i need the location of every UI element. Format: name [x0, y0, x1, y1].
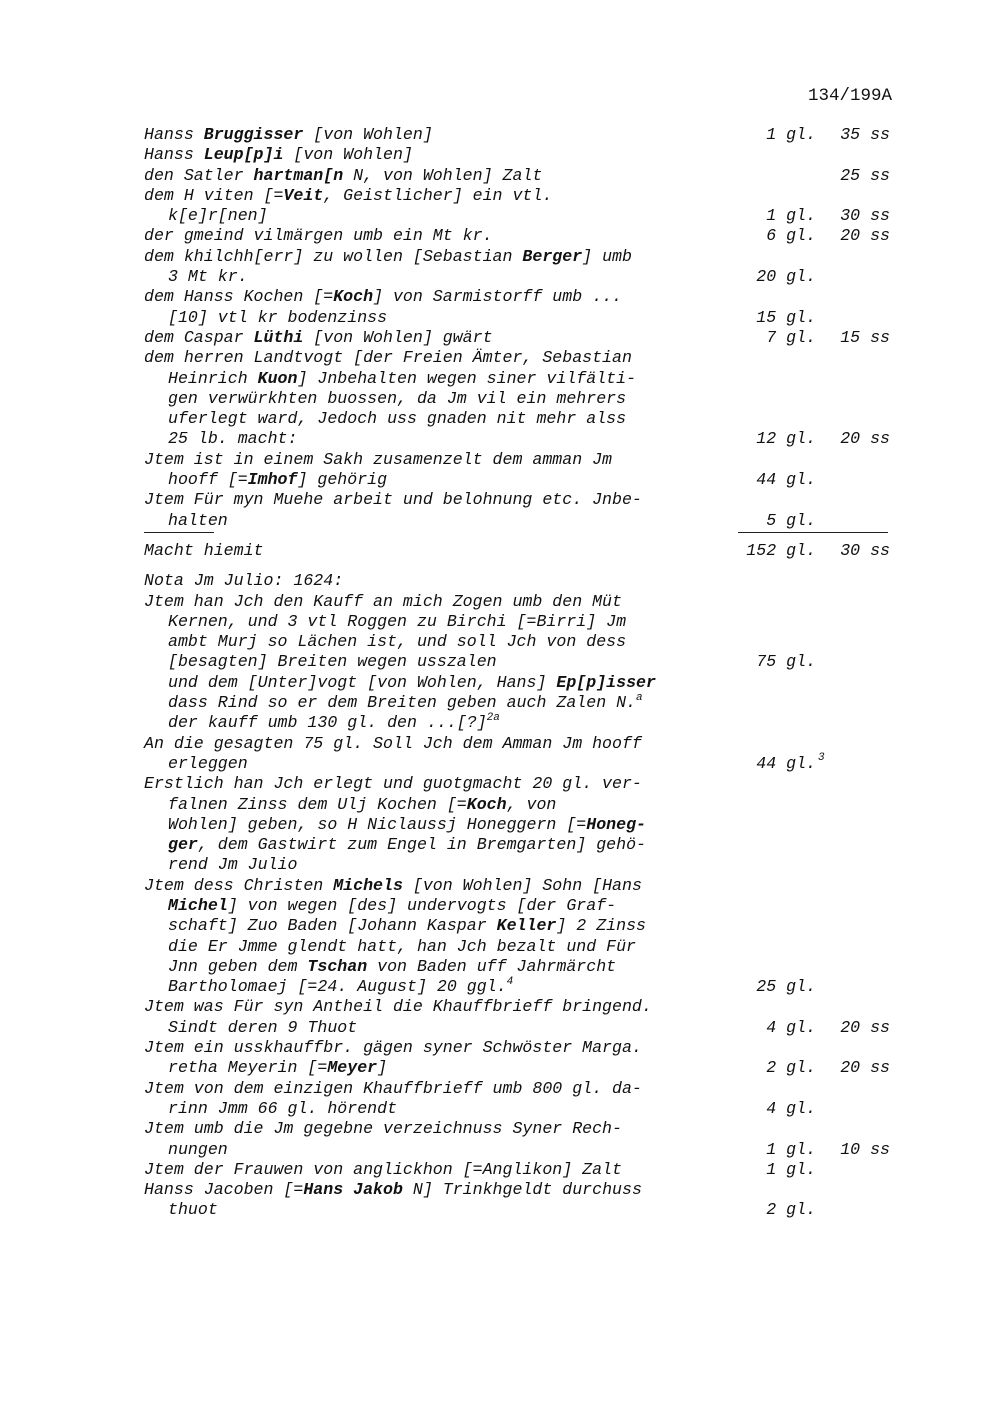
text-segment: dem Hanss Kochen [= — [144, 287, 334, 307]
text-segment: thuot — [168, 1200, 218, 1220]
text-segment: Hanss — [144, 125, 204, 144]
text-segment: [von Wohlen] gwärt — [303, 327, 493, 347]
text-segment: 25 lb. macht: — [168, 429, 298, 449]
text-segment: Jtem dess Christen — [144, 875, 334, 895]
entry-text — [144, 247, 632, 267]
entry-text — [168, 206, 268, 226]
amount-schilling: 20 ss — [840, 1017, 890, 1037]
text-segment: Hanss — [144, 145, 204, 165]
entry-text — [168, 754, 248, 774]
entry-text — [144, 1119, 622, 1139]
entry-line — [0, 1160, 1000, 1180]
entry-line — [0, 1058, 1000, 1078]
text-segment: schaft] Zuo Baden [Johann Kaspar — [168, 916, 497, 936]
text-segment: [von Wohlen] — [283, 145, 413, 165]
text-segment: ] von Sarmistorff umb ... — [373, 287, 622, 307]
text-segment: von Baden uff Jahrmärcht — [367, 956, 617, 976]
text-segment: Jtem ein usskhauffbr. gägen syner Schwöster Marga. — [144, 1038, 642, 1058]
entry-text — [168, 977, 513, 997]
entry-line — [0, 247, 1000, 267]
entry-text — [168, 1140, 228, 1160]
entry-line — [0, 166, 1000, 186]
name-highlight: Michels — [333, 875, 403, 895]
ledger-entry — [0, 226, 1000, 246]
amount-gulden — [738, 308, 816, 328]
sum-rule-right — [738, 532, 888, 533]
entry-text — [144, 1180, 642, 1200]
ledger-entry — [0, 1160, 1000, 1180]
entry-line — [0, 369, 1000, 389]
name-highlight: Ep[p]isser — [556, 672, 656, 692]
entry-line — [0, 751, 1000, 774]
ledger-entry — [0, 166, 1000, 186]
text-segment: rend Jm Julio — [168, 855, 298, 875]
amount-gulden-value: 12 gl. — [756, 429, 816, 449]
entry-line — [0, 957, 1000, 977]
ledger-entry — [0, 328, 1000, 348]
ledger-entry — [0, 1079, 1000, 1120]
entry-line — [0, 937, 1000, 957]
text-segment: N, von Wohlen] Zalt — [343, 165, 543, 185]
entry-line — [0, 734, 1000, 754]
text-segment: ] von wegen [des] undervogts [der Graf- — [227, 895, 617, 915]
entry-text — [168, 1018, 357, 1038]
text-segment: erleggen — [168, 753, 248, 773]
entry-text — [168, 1058, 387, 1078]
name-highlight: Koch — [333, 287, 374, 307]
name-highlight: Tschan — [307, 956, 368, 976]
entry-text — [168, 835, 646, 855]
name-highlight: hartman[n — [253, 165, 344, 185]
entry-text — [144, 774, 642, 794]
text-segment: [von Wohlen] — [303, 125, 433, 144]
amount-gulden-value: 2 gl. — [766, 1058, 816, 1078]
entry-line — [0, 1099, 1000, 1119]
entry-text — [168, 937, 636, 957]
entry-line — [0, 1038, 1000, 1058]
amount-schilling: 20 ss — [840, 226, 890, 246]
text-segment: Heinrich — [168, 368, 258, 388]
amount-gulden-value: 4 gl. — [766, 1098, 816, 1118]
text-segment: ] 2 Zinss — [556, 916, 646, 936]
entry-text — [168, 1099, 397, 1119]
amount-gulden-value: 1 gl. — [766, 125, 816, 144]
amount-schilling: 25 ss — [840, 165, 890, 185]
text-segment: dem Caspar — [144, 327, 254, 347]
text-segment: halten — [168, 510, 228, 530]
ledger-entry — [0, 490, 1000, 531]
text-segment: falnen Zinss dem Ulj Kochen [= — [168, 794, 467, 814]
amount-gulden — [738, 328, 816, 348]
amount-gulden — [738, 1160, 816, 1180]
entry-line — [0, 997, 1000, 1017]
amount-schilling: 20 ss — [840, 429, 890, 449]
text-segment: ] umb — [582, 246, 632, 266]
amount-gulden-value: 15 gl. — [756, 307, 816, 327]
ledger-entry — [0, 774, 1000, 875]
entry-line — [0, 571, 1000, 591]
entry-line — [0, 652, 1000, 672]
amount-gulden-value: 1 gl. — [766, 1139, 816, 1159]
section-gap — [0, 561, 1000, 571]
text-segment: , von — [506, 794, 557, 814]
ledger-entry — [0, 287, 1000, 328]
entry-text — [144, 450, 612, 470]
amount-gulden-value: 7 gl. — [766, 327, 816, 347]
entry-line — [0, 1200, 1000, 1220]
entry-line — [0, 145, 1000, 165]
text-segment: Jtem umb die Jm gegebne verzeichnuss Syner Rech- — [144, 1119, 622, 1139]
entry-line — [0, 125, 1000, 145]
name-highlight: Veit — [283, 185, 324, 205]
entry-line — [0, 308, 1000, 328]
text-segment: Jtem han Jch den Kauff an mich Zogen umb den Müt — [144, 591, 622, 611]
entry-text — [168, 855, 297, 875]
text-segment: [von Wohlen] Sohn [Hans — [402, 875, 642, 895]
entry-text — [144, 734, 642, 754]
text-segment: dem khilchh[err] zu wollen [Sebastian — [144, 246, 523, 266]
entry-text — [168, 896, 616, 916]
text-segment: hooff [= — [168, 470, 248, 490]
text-segment: nungen — [168, 1139, 228, 1159]
entry-text — [144, 287, 622, 307]
entry-text — [144, 226, 493, 246]
page-number: 134/199A — [808, 86, 893, 106]
amount-gulden — [738, 125, 816, 145]
ledger-entry — [0, 186, 1000, 227]
entry-text — [168, 511, 228, 531]
name-highlight: ger — [168, 835, 198, 855]
entry-line — [0, 835, 1000, 855]
amount-gulden — [738, 541, 816, 561]
entry-text — [168, 470, 387, 490]
entry-text — [168, 429, 297, 449]
entry-line — [0, 1119, 1000, 1139]
ledger-entry — [0, 125, 1000, 145]
ledger-entry — [0, 571, 1000, 591]
amount-gulden — [738, 1200, 816, 1220]
entry-line — [0, 328, 1000, 348]
text-segment: Jtem der Frauwen von anglickhon [=Anglikon] Zalt — [144, 1159, 622, 1179]
entry-text — [144, 1038, 642, 1058]
text-segment: Nota Jm Julio: 1624: — [144, 571, 344, 591]
text-segment: ] Jnbehalten wegen siner vilfälti- — [297, 368, 637, 388]
ledger-entries — [0, 125, 1000, 1221]
entry-text — [144, 592, 622, 612]
amount-gulden-value: 44 gl. — [756, 470, 816, 490]
amount-gulden-value: 2 gl. — [766, 1200, 816, 1220]
entry-text — [168, 1200, 218, 1220]
entry-line — [0, 186, 1000, 206]
amount-gulden-value: 152 gl. — [746, 540, 816, 560]
entry-line — [0, 673, 1000, 693]
entry-text — [168, 308, 387, 328]
amount-gulden — [738, 511, 816, 531]
ledger-entry — [0, 876, 1000, 998]
entry-text — [144, 1079, 642, 1099]
amount-schilling: 35 ss — [840, 125, 890, 144]
entry-text — [168, 612, 626, 632]
entry-text — [144, 328, 493, 348]
ledger-entry — [0, 450, 1000, 491]
text-segment: Jtem Für myn Muehe arbeit und belohnung etc. Jnbe- — [144, 490, 642, 510]
amount-schilling: 15 ss — [840, 327, 890, 347]
text-segment: Macht hiemit — [144, 540, 264, 560]
footnote-mark: a — [636, 692, 643, 705]
text-segment: , dem Gastwirt zum Engel in Bremgarten] gehö- — [197, 835, 646, 855]
amount-gulden — [738, 977, 816, 997]
footnote-mark: 2a — [486, 712, 500, 725]
entry-line — [0, 876, 1000, 896]
text-segment: rinn Jmm 66 gl. hörendt — [168, 1098, 398, 1118]
amount-gulden-value: 75 gl. — [756, 652, 816, 672]
entry-line — [0, 429, 1000, 449]
entry-line — [0, 1018, 1000, 1038]
amount-schilling: 30 ss — [840, 206, 890, 226]
text-segment: [10] vtl kr bodenzinss — [168, 307, 388, 327]
text-segment: Bartholomaej [=24. August] 20 ggl. — [168, 977, 507, 997]
entry-line — [0, 348, 1000, 368]
entry-text — [168, 389, 626, 409]
ledger-entry — [0, 247, 1000, 288]
entry-line — [0, 511, 1000, 531]
entry-text — [168, 267, 248, 287]
entry-text — [168, 632, 626, 652]
text-segment: dem H viten [= — [144, 185, 284, 205]
ledger-entry — [0, 592, 1000, 673]
entry-text — [144, 490, 642, 510]
entry-line — [0, 612, 1000, 632]
name-highlight: Koch — [466, 794, 507, 814]
entry-line — [0, 815, 1000, 835]
entry-text — [168, 795, 556, 815]
ledger-entry — [0, 541, 1000, 561]
name-highlight: Kuon — [257, 368, 298, 388]
entry-line — [0, 470, 1000, 490]
name-highlight: Honeg- — [586, 814, 646, 834]
entry-text — [168, 652, 497, 672]
entry-text — [144, 876, 642, 896]
entry-text — [168, 369, 636, 389]
text-segment: N] Trinkhgeldt durchuss — [402, 1180, 642, 1200]
entry-line — [0, 541, 1000, 561]
amount-gulden — [738, 267, 816, 287]
text-segment: Jtem ist in einem Sakh zusamenzelt dem amman Jm — [144, 449, 613, 469]
sum-rule-left — [144, 532, 214, 533]
entry-line — [0, 1079, 1000, 1099]
amount-gulden: 44 gl. 3 — [756, 751, 825, 773]
amount-gulden — [738, 1140, 816, 1160]
amount-gulden-value: 1 gl. — [766, 206, 816, 226]
text-segment: Sindt deren 9 Thuot — [168, 1017, 358, 1037]
name-highlight: Meyer — [327, 1058, 378, 1078]
entry-line — [0, 389, 1000, 409]
amount-gulden-value: 4 gl. — [766, 1017, 816, 1037]
name-highlight: Leup[p]i — [203, 145, 284, 165]
entry-text — [168, 916, 646, 936]
amount-schilling: 20 ss — [840, 1058, 890, 1078]
text-segment: Jtem was Für syn Antheil die Khauffbrieff bringend. — [144, 997, 652, 1017]
entry-text — [144, 145, 413, 165]
entry-text — [168, 673, 656, 693]
entry-line — [0, 287, 1000, 307]
entry-text — [144, 186, 552, 206]
text-segment: retha Meyerin [= — [168, 1058, 328, 1078]
entry-text — [168, 693, 643, 713]
name-highlight: Imhof — [247, 470, 298, 490]
entry-line — [0, 409, 1000, 429]
ledger-entry — [0, 1038, 1000, 1079]
entry-line — [0, 896, 1000, 916]
text-segment: ] gehörig — [297, 470, 388, 490]
text-segment: die Er Jmme glendt hatt, han Jch bezalt und Für — [168, 936, 637, 956]
entry-text — [144, 571, 343, 591]
name-highlight: Berger — [522, 246, 583, 266]
ledger-entry — [0, 1119, 1000, 1160]
entry-line — [0, 632, 1000, 652]
text-segment: , Geistlicher] ein vtl. — [323, 185, 553, 205]
ledger-entry — [0, 1180, 1000, 1221]
text-segment: der kauff umb 130 gl. den ...[?] — [168, 713, 487, 733]
entry-line — [0, 592, 1000, 612]
amount-gulden-value: 20 gl. — [756, 267, 816, 287]
amount-gulden — [738, 1018, 816, 1038]
entry-text — [144, 997, 652, 1017]
entry-line — [0, 267, 1000, 287]
amount-gulden — [738, 206, 816, 226]
text-segment: An die gesagten 75 gl. Soll Jch dem Amman Jm hooff — [144, 733, 642, 753]
entry-text — [144, 1160, 622, 1180]
entry-text — [144, 166, 542, 186]
entry-line — [0, 450, 1000, 470]
entry-text — [144, 348, 632, 368]
entry-line — [0, 977, 1000, 997]
ledger-entry — [0, 145, 1000, 165]
amount-gulden-value: 25 gl. — [756, 977, 816, 997]
ledger-entry — [0, 997, 1000, 1038]
amount-gulden-value: 5 gl. — [766, 510, 816, 530]
amount-gulden — [738, 429, 816, 449]
text-segment: [besagten] Breiten wegen usszalen — [168, 652, 497, 672]
text-segment: und dem [Unter]vogt [von Wohlen, Hans] — [168, 672, 557, 692]
amount-gulden — [738, 470, 816, 490]
name-highlight: Lüthi — [253, 327, 304, 347]
name-highlight: Hans Jakob — [303, 1180, 403, 1200]
entry-line — [0, 713, 1000, 733]
text-segment: der gmeind vilmärgen umb ein Mt kr. — [144, 226, 493, 246]
amount-gulden — [738, 1099, 816, 1119]
entry-line — [0, 206, 1000, 226]
entry-line — [0, 1180, 1000, 1200]
text-segment: den Satler — [144, 165, 254, 185]
amount-gulden-value: 6 gl. — [766, 226, 816, 246]
text-segment: dem herren Landtvogt [der Freien Ämter, Sebastian — [144, 348, 632, 368]
entry-line — [0, 795, 1000, 815]
amount-gulden-value: 44 gl. — [756, 753, 816, 773]
entry-line — [0, 1140, 1000, 1160]
footnote-mark: 4 — [506, 976, 514, 989]
entry-line — [0, 226, 1000, 246]
ledger-entry — [0, 734, 1000, 775]
text-segment: Jtem von dem einzigen Khauffbrieff umb 800 gl. da- — [144, 1078, 642, 1098]
entry-text — [144, 125, 433, 145]
entry-line — [0, 916, 1000, 936]
entry-line — [0, 693, 1000, 713]
entry-line — [0, 774, 1000, 794]
entry-text — [168, 713, 500, 733]
text-segment: ] — [377, 1058, 388, 1078]
name-highlight: Keller — [496, 916, 557, 936]
text-segment: Wohlen] geben, so H Niclaussj Honeggern [= — [168, 814, 587, 834]
amount-schilling: 10 ss — [840, 1139, 890, 1159]
text-segment: gen verwürkhten buossen, da Jm vil ein mehrers — [168, 388, 627, 408]
text-segment: k[e]r[nen] — [168, 206, 268, 226]
entry-text — [168, 957, 616, 977]
entry-line — [0, 855, 1000, 875]
text-segment: ambt Murj so Lächen ist, und soll Jch von dess — [168, 632, 627, 652]
text-segment: Hanss Jacoben [= — [144, 1180, 304, 1200]
text-segment: Erstlich han Jch erlegt und guotgmacht 20 gl. ver- — [144, 774, 642, 794]
amount-gulden — [738, 226, 816, 246]
entry-text — [144, 541, 264, 561]
entry-text — [168, 815, 646, 835]
ledger-entry — [0, 348, 1000, 449]
text-segment: uferlegt ward, Jedoch uss gnaden nit mehr alss — [168, 409, 627, 429]
text-segment: Jnn geben dem — [168, 956, 308, 976]
amount-gulden-value: 1 gl. — [766, 1159, 816, 1179]
entry-text — [168, 409, 626, 429]
amount-schilling: 30 ss — [840, 540, 890, 560]
amount-gulden — [738, 652, 816, 672]
name-highlight: Bruggisser — [203, 125, 304, 144]
text-segment: 3 Mt kr. — [168, 267, 248, 287]
amount-gulden — [738, 1058, 816, 1078]
text-segment: Kernen, und 3 vtl Roggen zu Birchi [=Birri] Jm — [168, 611, 627, 631]
entry-line — [0, 490, 1000, 510]
text-segment: dass Rind so er dem Breiten geben auch Zalen N. — [168, 693, 637, 713]
ledger-entry — [0, 673, 1000, 734]
name-highlight: Michel — [168, 895, 228, 915]
